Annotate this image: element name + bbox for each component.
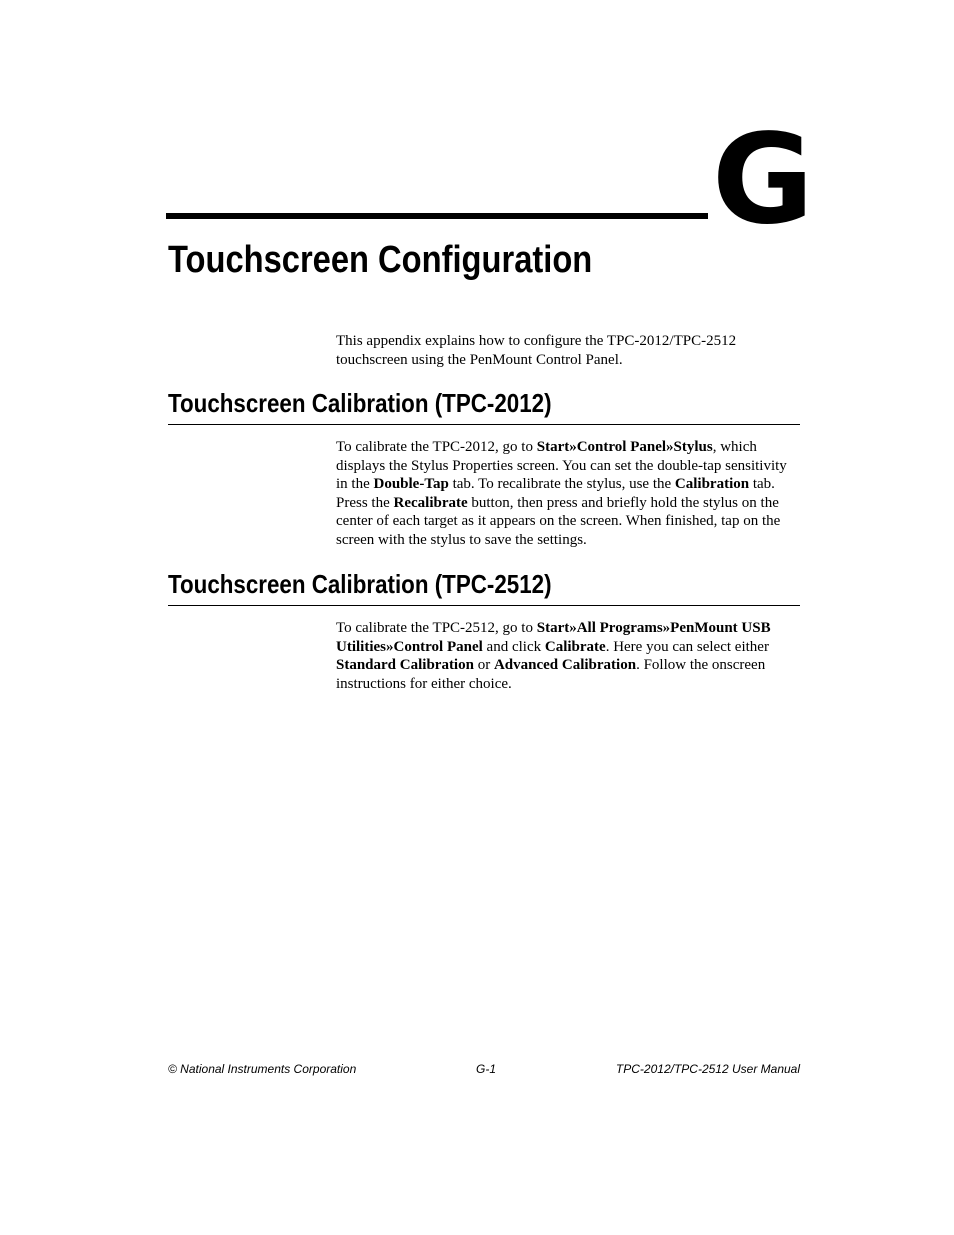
option-advanced-calibration: Advanced Calibration [493,657,637,674]
section-paragraph-tpc-2512 [336,619,802,693]
section-heading-tpc-2012: Touchscreen Calibration (TPC-2012) [168,388,552,418]
text-run: . Follow the onscreen instructions for either choice. [336,657,766,692]
chapter-letter: G [712,108,812,252]
text-run: To calibrate the TPC-2512, go to [336,620,537,636]
chapter-rule [166,213,708,219]
text-run: tab. To recalibrate the stylus, use the [448,476,675,493]
section-rule-tpc-2012 [168,424,800,425]
text-run: To calibrate the TPC-2012, go to [336,439,537,455]
footer-page-number: G-1 [476,1062,497,1076]
section-paragraph-tpc-2012 [336,438,802,550]
footer-copyright: © National Instruments Corporation [168,1062,357,1076]
intro-text: This appendix explains how to configure the TPC-2012/TPC-2512 touchscreen using the PenMount Control Panel. [336,333,737,368]
button-name-recalibrate: Recalibrate [393,494,468,511]
intro-paragraph [336,332,802,369]
section-heading-tpc-2512: Touchscreen Calibration (TPC-2512) [168,569,552,599]
text-run: button, then press and briefly hold the stylus on the center of each target as it appears on the screen. When finished, tap on the screen with the stylus to save the settings. [336,494,781,548]
tab-name-double-tap: Double-Tap [373,476,449,493]
tab-name-calibration: Calibration [674,476,750,493]
menu-path: Start»Control Panel»Stylus [536,439,713,455]
text-run: . Here you can select either [605,638,769,655]
text-run: or [473,657,494,674]
text-run: , which displays the Stylus Properties screen. You can set the double-tap sensitivity in the [336,439,787,493]
button-name-calibrate: Calibrate [544,638,606,655]
text-run: tab. Press the [336,476,775,511]
menu-path: Start»All Programs»PenMount USB Utilities»Control Panel [336,620,771,655]
section-rule-tpc-2512 [168,605,800,606]
text-run: and click [482,638,545,655]
chapter-title: Touchscreen Configuration [168,239,593,281]
option-standard-calibration: Standard Calibration [336,657,474,674]
footer-manual-title: TPC-2012/TPC-2512 User Manual [615,1062,800,1076]
